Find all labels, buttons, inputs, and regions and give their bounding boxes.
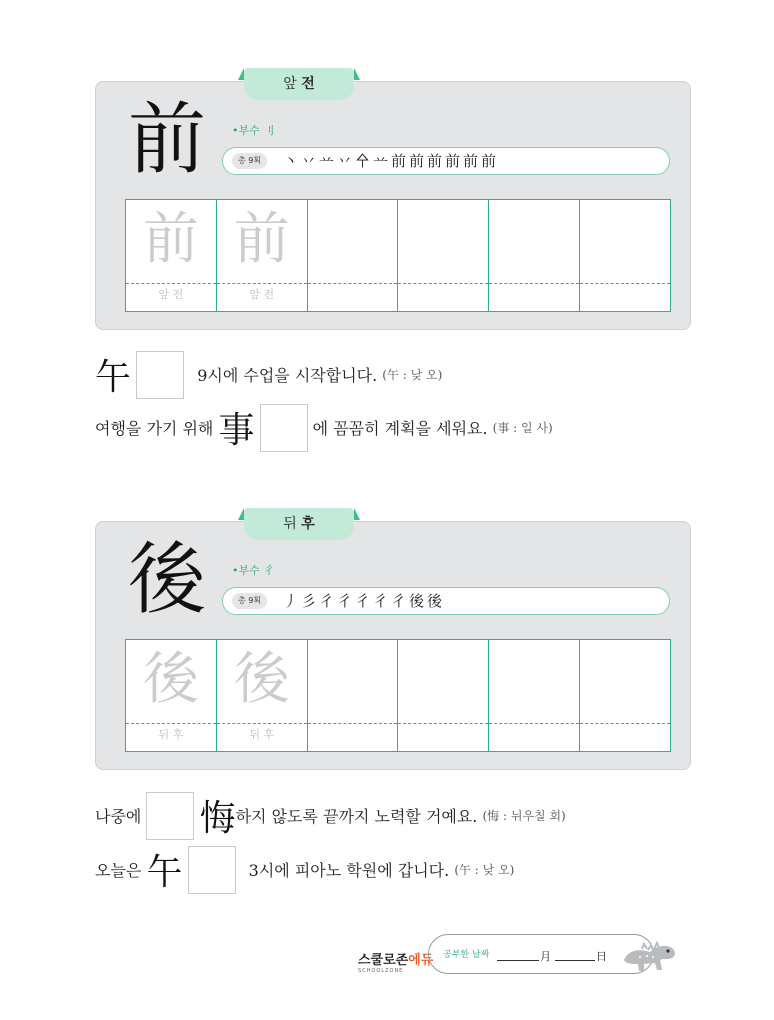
dashed-divider — [398, 723, 488, 724]
write-cell[interactable] — [580, 200, 670, 311]
dashed-divider — [217, 723, 307, 724]
sentence-prefix: 여행을 가기 위해 — [95, 419, 214, 438]
write-cell[interactable] — [398, 640, 489, 751]
practice-sentence — [95, 402, 553, 453]
meaning-tab — [244, 508, 354, 540]
writing-grid — [125, 199, 671, 312]
dashed-divider — [308, 723, 398, 724]
sound-text: 전 — [301, 76, 315, 92]
practice-sentence — [95, 790, 566, 841]
dashed-divider — [580, 723, 670, 724]
meaning-text: 뒤 — [283, 516, 297, 532]
sentence-hanja: 午 — [146, 852, 183, 893]
answer-box[interactable] — [136, 351, 184, 399]
dashed-divider — [217, 283, 307, 284]
radical-label: •부수 — [232, 124, 260, 137]
write-cell[interactable] — [308, 640, 399, 751]
main-hanja: 前 — [128, 95, 207, 185]
dashed-divider — [489, 723, 579, 724]
writing-grid — [125, 639, 671, 752]
sentence-text: 하지 않도록 끝까지 노력할 거예요. — [235, 807, 478, 826]
dashed-divider — [126, 723, 216, 724]
stroke-count: 총 9획 — [232, 153, 267, 169]
stroke-order-bar — [222, 587, 670, 615]
hanja-card-back — [95, 516, 691, 770]
logo-sub: SCHOOLZONE — [358, 968, 404, 974]
dashed-divider — [580, 283, 670, 284]
sentence-text: 9시에 수업을 시작합니다. — [197, 366, 378, 385]
sound-text: 후 — [301, 516, 315, 532]
dashed-divider — [489, 283, 579, 284]
month-label: 月 — [540, 950, 551, 963]
stroke-count: 총 9획 — [232, 593, 267, 609]
write-cell[interactable] — [398, 200, 489, 311]
main-hanja: 後 — [128, 535, 207, 625]
ghost-label: 뒤 후 — [158, 728, 184, 741]
meaning-text: 앞 — [283, 76, 297, 92]
ghost-hanja: 後 — [233, 647, 290, 712]
sentence-prefix: 나중에 — [95, 807, 142, 826]
write-cell[interactable] — [580, 640, 670, 751]
stroke-sequence: 丶丷䒑丷㐃䒑前前前前前前 — [283, 152, 500, 170]
sentence-prefix: 오늘은 — [95, 861, 142, 880]
radical-char: 彳 — [263, 564, 275, 577]
sentence-hint: (悔 : 뉘우칠 회) — [482, 809, 566, 823]
write-cell[interactable] — [489, 640, 580, 751]
ghost-label: 앞 전 — [249, 288, 275, 301]
sentence-hanja: 午 — [95, 357, 132, 398]
sentence-text: 에 꼼꼼히 계획을 세워요. — [312, 419, 488, 438]
dashed-divider — [126, 283, 216, 284]
meaning-tab — [244, 68, 354, 100]
radical-info — [232, 562, 274, 578]
sentence-hanja: 悔 — [199, 798, 236, 839]
radical-char: 刂 — [263, 124, 275, 137]
stroke-sequence: 丿彡彳彳彳彳彳後後 — [283, 592, 446, 610]
answer-box[interactable] — [188, 846, 236, 894]
dashed-divider — [308, 283, 398, 284]
write-cell[interactable] — [308, 200, 399, 311]
sentence-hint: (事 : 일 사) — [492, 421, 553, 435]
dinosaur-icon — [620, 938, 678, 974]
dashed-divider — [398, 283, 488, 284]
ghost-label: 뒤 후 — [249, 728, 275, 741]
trace-cell[interactable] — [126, 640, 217, 751]
radical-label: •부수 — [232, 564, 260, 577]
month-blank[interactable] — [497, 960, 539, 961]
ghost-hanja: 前 — [233, 207, 290, 272]
trace-cell[interactable] — [126, 200, 217, 311]
sentence-hint: (午 : 낮 오) — [382, 368, 443, 382]
practice-sentence — [95, 844, 514, 895]
day-blank[interactable] — [555, 960, 595, 961]
ghost-hanja: 後 — [142, 647, 199, 712]
write-cell[interactable] — [489, 200, 580, 311]
sentence-text: 3시에 피아노 학원에 갑니다. — [248, 861, 450, 880]
sentence-hanja: 事 — [218, 410, 255, 451]
trace-cell[interactable] — [217, 640, 308, 751]
answer-box[interactable] — [260, 404, 308, 452]
ghost-hanja: 前 — [142, 207, 199, 272]
logo-accent: 에듀 — [408, 953, 434, 968]
logo-main: 스쿨로존 — [358, 953, 409, 968]
day-label: 日 — [596, 950, 607, 963]
ghost-label: 앞 전 — [158, 288, 184, 301]
trace-cell[interactable] — [217, 200, 308, 311]
answer-box[interactable] — [146, 792, 194, 840]
date-label: 공부한 날짜 — [443, 950, 490, 960]
practice-sentence — [95, 349, 442, 400]
publisher-logo — [358, 949, 433, 974]
stroke-order-bar — [222, 147, 670, 175]
sentence-hint: (午 : 낮 오) — [454, 863, 515, 877]
radical-info — [232, 122, 274, 138]
hanja-card-front — [95, 76, 691, 330]
